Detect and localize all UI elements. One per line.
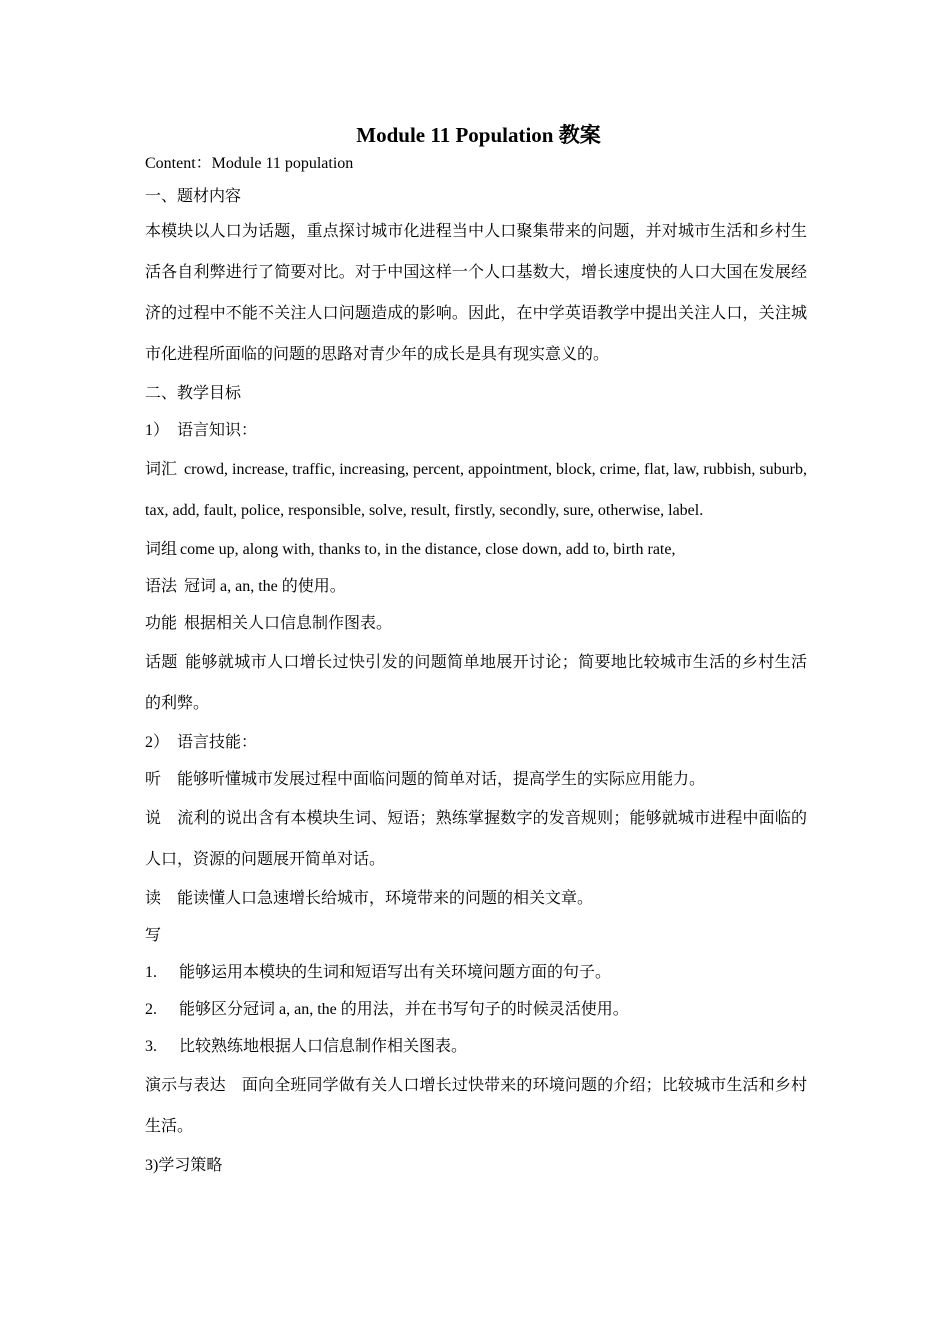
vocab-text: crowd, increase, traffic, increasing, percent, appointment, block, crime, flat, law, rubbish, suburb, tax, add, fault, police, responsible, solve, result, firstly, secondly, sure, otherwise, label. (145, 461, 807, 519)
function-label: 功能 (145, 615, 178, 632)
section2-heading: 二、教学目标 (145, 385, 242, 402)
phrases-line (145, 531, 807, 568)
speaking-text: 流利的说出含有本模块生词、短语；熟练掌握数字的发音规则；能够就城市进程中面临的人口，资源的问题展开简单对话。 (145, 810, 807, 868)
grammar-line (145, 568, 807, 605)
presentation-label: 演示与表达 (145, 1077, 226, 1094)
grammar-text: 冠词 a, an, the 的使用。 (184, 578, 346, 595)
function-text: 根据相关人口信息制作图表。 (184, 615, 393, 632)
listening-label: 听 (145, 771, 162, 788)
reading-label: 读 (145, 890, 162, 907)
speaking-paragraph (145, 798, 807, 880)
part3-heading: 3)学习策略 (145, 1157, 223, 1174)
writing-item-1: 1. 能够运用本模块的生词和短语写出有关环境问题方面的句子。 (145, 964, 612, 981)
listening-line (145, 761, 807, 798)
listening-text: 能够听懂城市发展过程中面临问题的简单对话，提高学生的实际应用能力。 (177, 771, 706, 788)
topic-paragraph (145, 642, 807, 724)
reading-line (145, 880, 807, 917)
presentation-paragraph (145, 1065, 807, 1147)
phrases-label: 词组 (145, 541, 178, 558)
writing-item-3: 3. 比较熟练地根据人口信息制作相关图表。 (145, 1038, 468, 1055)
section1-heading: 一、题材内容 (145, 188, 242, 205)
part1-heading: 1） 语言知识： (145, 422, 258, 439)
document-body (145, 120, 807, 1184)
content-line: Content：Module 11 population (145, 155, 354, 172)
presentation-text: 面向全班同学做有关人口增长过快带来的环境问题的介绍；比较城市生活和乡村生活。 (145, 1077, 807, 1135)
vocab-paragraph (145, 449, 807, 531)
phrases-text: come up, along with, thanks to, in the distance, close down, add to, birth rate, (180, 541, 676, 558)
vocab-label: 词汇 (145, 461, 178, 478)
speaking-label: 说 (145, 810, 162, 827)
writing-item-2: 2. 能够区分冠词 a, an, the 的用法，并在书写句子的时候灵活使用。 (145, 1001, 629, 1018)
topic-label: 话题 (145, 654, 178, 671)
grammar-label: 语法 (145, 578, 178, 595)
document-title: Module 11 Population 教案 (356, 123, 601, 147)
topic-text: 能够就城市人口增长过快引发的问题简单地展开讨论；简要地比较城市生活的乡村生活的利弊。 (145, 654, 807, 712)
part2-heading: 2） 语言技能： (145, 734, 258, 751)
function-line (145, 605, 807, 642)
reading-text: 能读懂人口急速增长给城市，环境带来的问题的相关文章。 (177, 890, 594, 907)
writing-heading: 写 (145, 927, 162, 944)
section1-body: 本模块以人口为话题，重点探讨城市化进程当中人口聚集带来的问题，并对城市生活和乡村生活各自利弊进行了简要对比。对于中国这样一个人口基数大，增长速度快的人口大国在发展经济的过程中不能不关注人口问题造成的影响。因此，在中学英语教学中提出关注人口，关注城市化进程所面临的问题的思路对青少年的成长是具有现实意义的。 (145, 223, 807, 363)
